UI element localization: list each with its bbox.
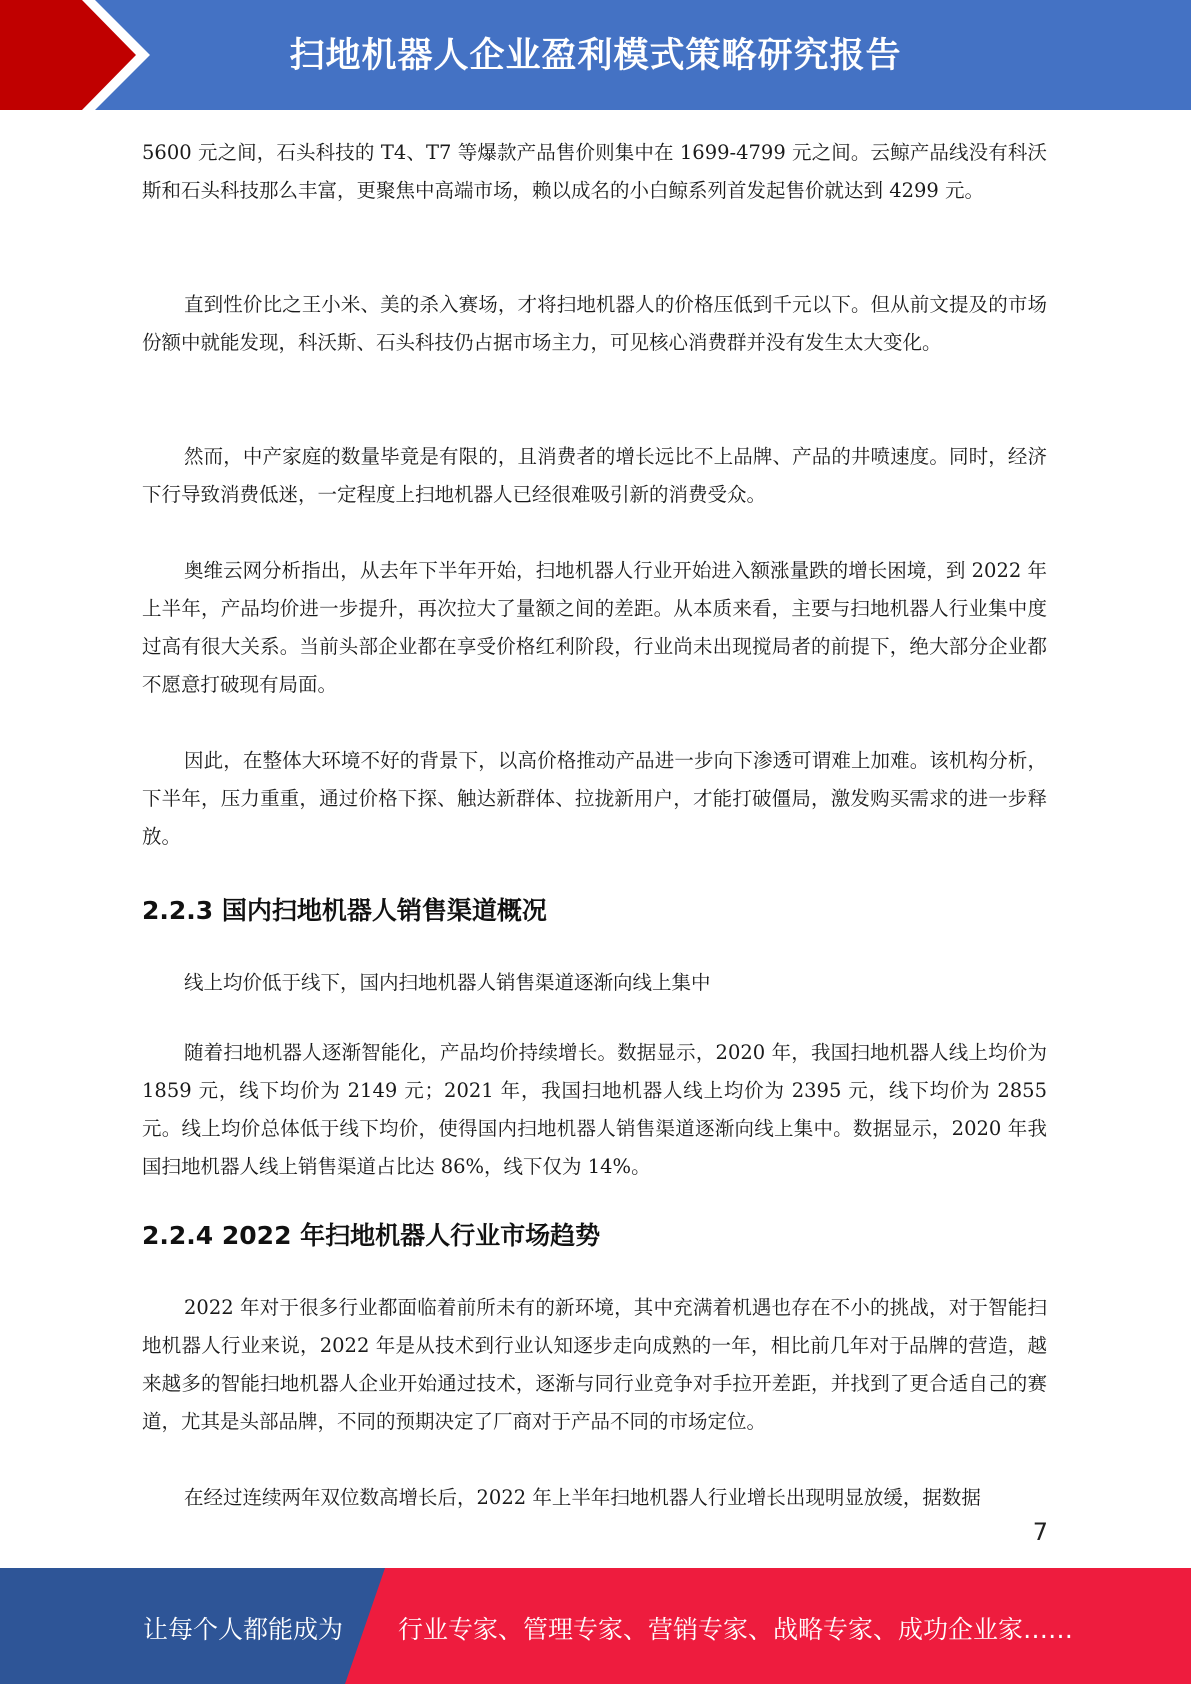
paragraph-growth-slowdown: 在经过连续两年双位数高增长后，2022 年上半年扫地机器人行业增长出现明显放缓，据数据	[184, 1486, 981, 1509]
page-number: 7	[1032, 1518, 1048, 1546]
paragraph-low-price-entrants: 直到性价比之王小米、美的杀入赛场，才将扫地机器人的价格压低到千元以下。但从前文提及的市场份额中就能发现，科沃斯、石头科技仍占据市场主力，可见核心消费群并没有发生太大变化。	[142, 293, 1047, 354]
section-heading-market-trends: 2.2.4 2022 年扫地机器人行业市场趋势	[142, 1221, 601, 1250]
header-chevron-icon	[0, 0, 136, 110]
paragraph-2022-environment: 2022 年对于很多行业都面临着前所未有的新环境，其中充满着机遇也存在不小的挑战，对于智能扫地机器人行业来说，2022 年是从技术到行业认知逐步走向成熟的一年，相比前几年对于品牌的营造，越来越多的智能扫地机器人企业开始通过技术，逐渐与同行业竞争对手拉开差距，并找到了更合适自己的赛道，尤其是头部品牌，不同的预期决定了厂商对于产品不同的市场定位。	[142, 1296, 1047, 1433]
section-heading-sales-channels: 2.2.3 国内扫地机器人销售渠道概况	[142, 896, 547, 925]
paragraph-consumer-growth: 然而，中产家庭的数量毕竟是有限的，且消费者的增长远比不上品牌、产品的井喷速度。同时，经济下行导致消费低迷，一定程度上扫地机器人已经很难吸引新的消费受众。	[142, 445, 1047, 506]
footer-slogan-left: 让每个人都能成为	[143, 1615, 344, 1644]
page-footer	[0, 1568, 1191, 1684]
paragraph-channel-prices: 随着扫地机器人逐渐智能化，产品均价持续增长。数据显示，2020 年，我国扫地机器人线上均价为 1859 元，线下均价为 2149 元；2021 年，我国扫地机器人线上均价为 2395 元，线下均价为 2855 元。线上均价总体低于线下均价，使得国内扫地机器人销售渠道逐渐向线上集中。数据显示，2020 年我国扫地机器人线上销售渠道占比达 86%，线下仅为 14%。	[142, 1041, 1047, 1178]
footer-slogan-right: 行业专家、管理专家、营销专家、战略专家、成功企业家……	[398, 1615, 1074, 1644]
paragraph-avc-analysis: 奥维云网分析指出，从去年下半年开始，扫地机器人行业开始进入额涨量跌的增长困境，到 2022 年上半年，产品均价进一步提升，再次拉大了量额之间的差距。从本质来看，主要与扫地机器人行业集中度过高有很大关系。当前头部企业都在享受价格红利阶段，行业尚未出现搅局者的前提下，绝大部分企业都不愿意打破现有局面。	[142, 559, 1047, 696]
report-title: 扫地机器人企业盈利模式策略研究报告	[289, 36, 902, 76]
paragraph-price-range: 5600 元之间，石头科技的 T4、T7 等爆款产品售价则集中在 1699-4799 元之间。云鲸产品线没有科沃斯和石头科技那么丰富，更聚焦中高端市场，赖以成名的小白鲸系列首发起售价就达到 4299 元。	[142, 141, 1047, 202]
paragraph-channel-summary: 线上均价低于线下，国内扫地机器人销售渠道逐渐向线上集中	[184, 971, 711, 994]
page-header	[0, 0, 1191, 110]
paragraph-market-penetration: 因此，在整体大环境不好的背景下，以高价格推动产品进一步向下渗透可谓难上加难。该机构分析，下半年，压力重重，通过价格下探、触达新群体、拉拢新用户，才能打破僵局，激发购买需求的进一步释放。	[142, 749, 1047, 848]
